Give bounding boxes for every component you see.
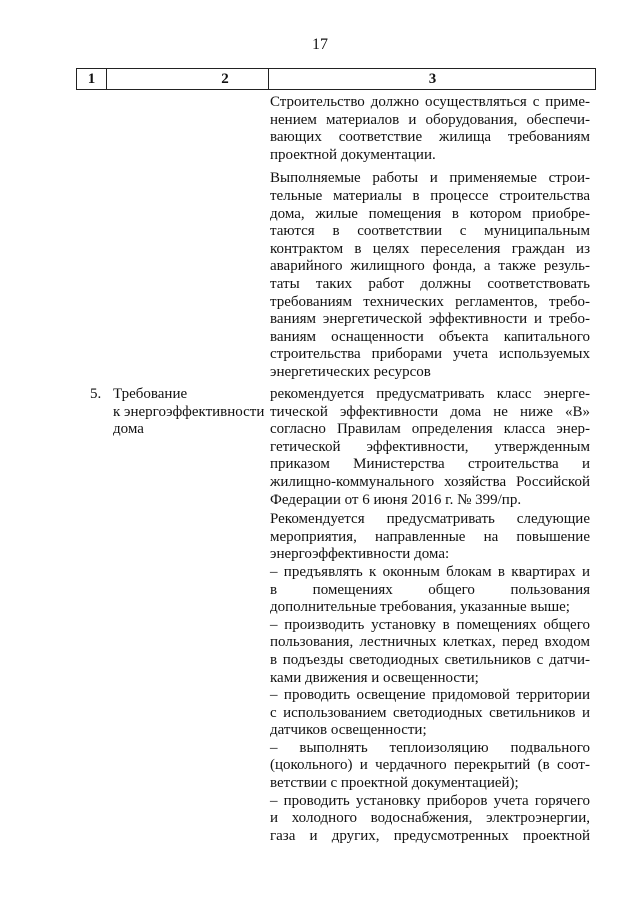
text-line: рекомендуется предусматривать класс энерге- [270,386,590,402]
text-line: контрактом в целях переселения граждан из [270,240,590,257]
text-line: в помещениях общего пользования [270,581,590,598]
page-number: 17 [312,36,328,53]
text-line: строительства приборами учета используемых [270,346,590,363]
row-label [113,386,273,439]
text-line: энергоэффективности дома: [270,546,450,563]
header-col-2: 2 [221,71,229,87]
label-line: Требование [113,386,188,402]
text-line: мероприятия, направленные на повышение [270,528,590,545]
text-line: ветствии с проектной документацией); [270,775,519,792]
text-line: тической эффективности дома не ниже «B» [270,403,590,420]
text-line: приказом Министерства строительства и [270,456,590,473]
text-line: датчиков освещенности; [270,722,427,739]
text-line: тельные материалы в процессе строительства [270,187,590,204]
header-col-1: 1 [87,71,96,87]
text-line: аварийного жилищного фонда, а также резуль- [270,258,590,275]
text-line: ками движения и освещенности; [270,669,479,686]
text-line: – выполнять теплоизоляцию подвального [270,739,590,756]
text-line: Строительство должно осуществляться с приме- [270,94,590,110]
text-line: дополнительные требования, указанные выше; [270,599,570,616]
text-line: Рекомендуется предусматривать следующие [270,511,590,528]
continuation-block [270,94,590,382]
text-line: жилищно-коммунального хозяйства Российской [270,473,590,490]
label-line: дома [113,421,144,437]
text-line: проектной документации. [270,146,436,163]
row5-content [270,386,590,845]
table-header-row [76,68,596,90]
text-line: вающих соответствие жилища требованиям [270,129,590,146]
text-line: энергетических ресурсов [270,363,431,380]
text-line: требованиям технических регламентов, требо- [270,293,590,310]
row-number: 5. [90,386,102,402]
text-line: – проводить освещение придомовой территории [270,687,590,704]
text-line: согласно Правилам определения класса энер- [270,421,590,438]
text-line: и холодного водоснабжения, электроэнергии, [270,810,590,827]
text-line: – проводить установку приборов учета горячего [270,792,590,809]
text-line: – предъявлять к оконным блокам в квартирах и [270,563,590,580]
label-line: к энергоэффективности [113,403,265,420]
text-line: (цокольного) и чердачного перекрытий (в соот- [270,757,590,774]
text-line: таты таких работ должны соответствовать [270,275,590,292]
text-line: газа и других, предусмотренных проектной [270,827,590,844]
text-line: гетической эффективности, утвержденным [270,438,590,455]
text-line: Федерации от 6 июня 2016 г. № 399/пр. [270,491,522,508]
text-line: ваниям оснащенности объекта капитального [270,328,590,345]
text-line: пользования, лестничных клетках, перед входом [270,634,590,651]
text-line: таются в соответствии с муниципальным [270,223,590,240]
text-line: нением материалов и оборудования, обеспечи- [270,111,590,128]
text-line: Выполняемые работы и применяемые строи- [270,170,590,187]
header-col-3: 3 [428,71,437,87]
text-line: дома, жилые помещения в котором приобре- [270,205,590,222]
text-line: с использованием светодиодных светильников и [270,704,590,721]
text-line: – производить установку в помещениях общего [270,616,590,633]
text-line: в подъезды светодиодных светильников с датчи- [270,651,590,668]
text-line: ваниям энергетической эффективности и требо- [270,311,590,328]
